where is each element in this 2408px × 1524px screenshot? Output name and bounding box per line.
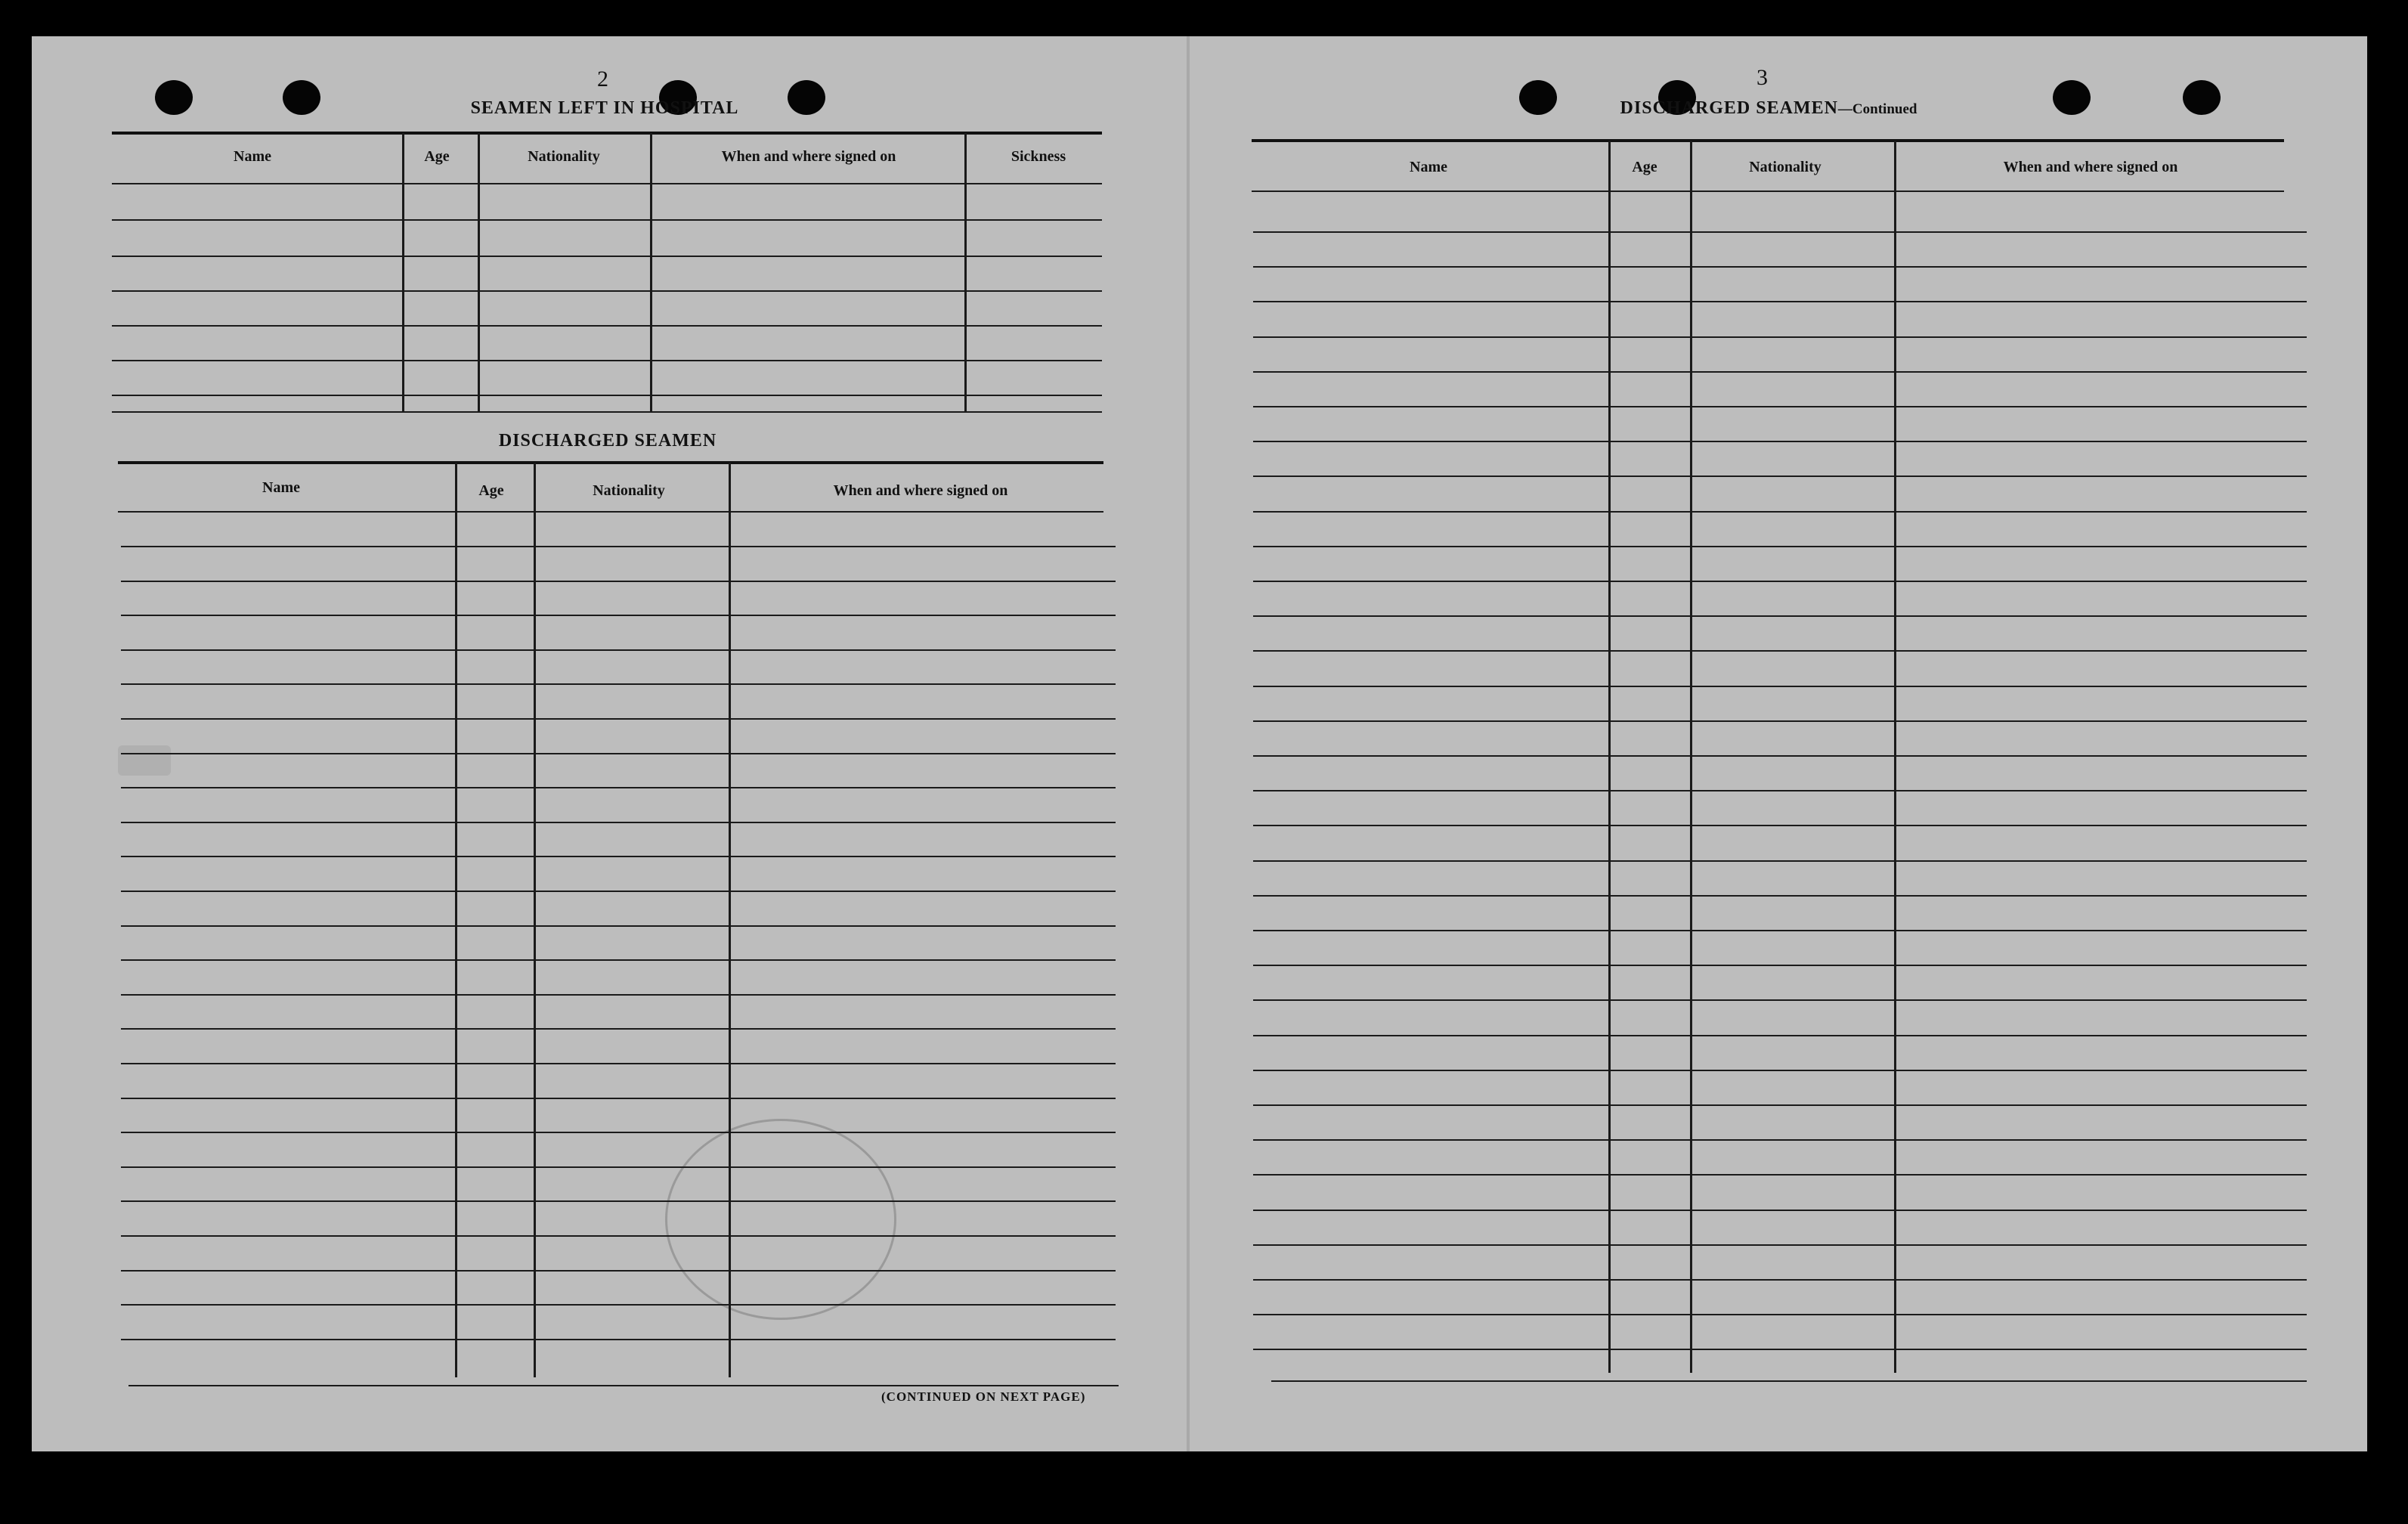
table-row-line [1253, 930, 2307, 931]
binder-hole [788, 80, 825, 115]
table-row-line [121, 649, 1116, 651]
table-row-line [1253, 1349, 2307, 1350]
table-row-line [121, 822, 1116, 823]
table-row-line [112, 219, 1102, 221]
page-number: 3 [1756, 65, 1768, 90]
hospital-col-signed-on: When and where signed on [721, 148, 896, 165]
table-rule [118, 461, 1103, 464]
table-row-line [1253, 825, 2307, 826]
continued-col-nationality: Nationality [1749, 159, 1821, 175]
table-column-divider [402, 133, 404, 413]
discharged-col-signed-on: When and where signed on [833, 482, 1008, 499]
table-column-divider [534, 463, 536, 1377]
table-row-line [1253, 1104, 2307, 1106]
continued-col-name: Name [1410, 159, 1447, 175]
table-row-line [1253, 1174, 2307, 1176]
table-column-divider [1690, 141, 1692, 1373]
table-row-line [121, 1270, 1116, 1272]
table-row-line [1253, 301, 2307, 302]
table-row-line [112, 395, 1102, 396]
table-row-line [121, 891, 1116, 892]
table-row-line [1253, 266, 2307, 268]
table-row-line [121, 1166, 1116, 1168]
table-row-line [112, 183, 1102, 184]
continued-col-age: Age [1632, 159, 1657, 175]
table-row-line [1253, 686, 2307, 687]
table-column-divider [729, 463, 731, 1377]
faded-stamp [665, 1119, 896, 1320]
binder-hole [1519, 80, 1557, 115]
table-row-line [1253, 475, 2307, 477]
table-row-line [1253, 581, 2307, 582]
table-row-line [1253, 615, 2307, 617]
table-column-divider [650, 133, 652, 413]
table-row-line [121, 925, 1116, 927]
table-rule [1252, 139, 2284, 142]
table-column-divider [964, 133, 967, 413]
table-row-line [1253, 965, 2307, 966]
hospital-section-title: SEAMEN LEFT IN HOSPITAL [470, 98, 739, 118]
table-row-line [121, 546, 1116, 547]
table-rule [112, 132, 1102, 135]
table-row-line [121, 1339, 1116, 1340]
table-row-line [112, 290, 1102, 292]
table-row-line [121, 994, 1116, 996]
binder-hole [2183, 80, 2221, 115]
hospital-col-sickness: Sickness [1011, 148, 1066, 165]
discharged-col-nationality: Nationality [593, 482, 665, 499]
table-row-line [1253, 999, 2307, 1001]
table-row-line [1253, 231, 2307, 233]
table-row-line [1253, 1210, 2307, 1211]
table-row-line [121, 1028, 1116, 1030]
continued-footer: (CONTINUED ON NEXT PAGE) [881, 1389, 1086, 1404]
table-bottom-rule [128, 1385, 1119, 1386]
table-row-line [121, 581, 1116, 582]
binder-hole [155, 80, 193, 115]
table-row-line [121, 1304, 1116, 1306]
hospital-col-name: Name [234, 148, 271, 165]
discharged-section-title: DISCHARGED SEAMEN [498, 431, 717, 451]
table-row-line [121, 1200, 1116, 1202]
page-fold [1187, 36, 1190, 1451]
binder-hole [283, 80, 320, 115]
table-row-line [121, 753, 1116, 754]
table-row-line [1253, 406, 2307, 407]
table-row-line [112, 256, 1102, 257]
hospital-col-age: Age [424, 148, 450, 165]
page-number: 2 [597, 67, 608, 91]
section-title-suffix: —Continued [1837, 101, 1917, 117]
table-row-line [1253, 371, 2307, 373]
table-row-line [112, 411, 1102, 413]
binder-hole [2053, 80, 2091, 115]
table-row-line [1253, 895, 2307, 897]
table-row-line [121, 856, 1116, 857]
table-row-line [1253, 1314, 2307, 1315]
table-row-line [121, 959, 1116, 961]
table-row-line [121, 1132, 1116, 1133]
table-row-line [1253, 650, 2307, 652]
table-row-line [121, 1235, 1116, 1237]
table-row-line [112, 325, 1102, 327]
table-row-line [121, 718, 1116, 720]
table-row-line [1253, 1035, 2307, 1036]
hospital-col-nationality: Nationality [528, 148, 600, 165]
table-row-line [1253, 755, 2307, 757]
table-column-divider [1608, 141, 1611, 1373]
table-row-line [1253, 511, 2307, 513]
table-row-line [1253, 1244, 2307, 1246]
table-row-line [121, 683, 1116, 685]
table-header-line [118, 511, 1103, 513]
continued-col-signed-on: When and where signed on [2003, 159, 2178, 175]
table-column-divider [478, 133, 480, 413]
table-bottom-rule [1271, 1380, 2307, 1382]
table-row-line [121, 615, 1116, 616]
table-row-line [1253, 1139, 2307, 1141]
bleed-through-mark [118, 745, 171, 776]
table-row-line [1253, 790, 2307, 791]
table-row-line [1253, 860, 2307, 862]
table-row-line [1253, 720, 2307, 722]
section-title-text: DISCHARGED SEAMEN [1620, 98, 1838, 118]
continued-section-title [1620, 98, 1917, 119]
table-row-line [121, 787, 1116, 788]
table-row-line [1253, 441, 2307, 442]
table-row-line [121, 1063, 1116, 1064]
table-column-divider [1894, 141, 1896, 1373]
right-page [1188, 36, 2367, 1451]
left-page [32, 36, 1188, 1451]
table-row-line [112, 360, 1102, 361]
table-row-line [1253, 1279, 2307, 1281]
table-row-line [121, 1098, 1116, 1099]
table-row-line [1253, 1070, 2307, 1071]
table-header-line [1252, 190, 2284, 192]
table-column-divider [455, 463, 457, 1377]
discharged-col-age: Age [478, 482, 504, 499]
discharged-col-name: Name [262, 479, 300, 496]
table-row-line [1253, 546, 2307, 547]
table-row-line [1253, 336, 2307, 338]
